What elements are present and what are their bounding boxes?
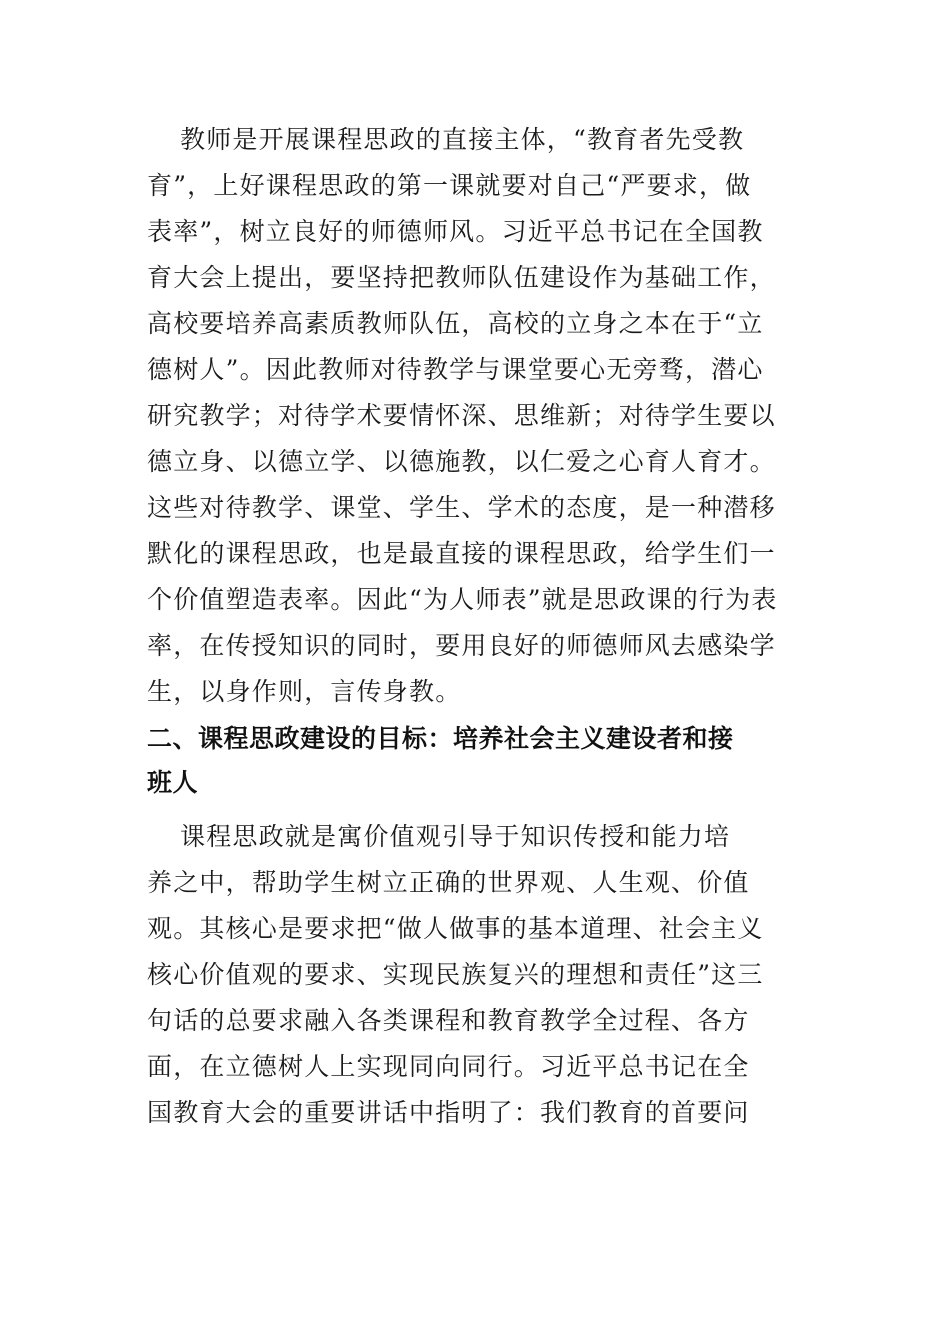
paragraph-line: 德树人”。因此教师对待教学与课堂要心无旁骛，潜心 [147, 355, 764, 384]
paragraph-line: 养之中，帮助学生树立正确的世界观、人生观、价值 [147, 868, 750, 897]
paragraph-course-goal [147, 814, 815, 1136]
paragraph-line: 国教育大会的重要讲话中指明了：我们教育的首要问 [147, 1098, 750, 1127]
section-heading [147, 717, 815, 805]
paragraph-line: 句话的总要求融入各类课程和教育教学全过程、各方 [147, 1006, 750, 1035]
paragraph-line: 面，在立德树人上实现同向同行。习近平总书记在全 [147, 1052, 750, 1081]
paragraph-line: 默化的课程思政，也是最直接的课程思政，给学生们一 [147, 539, 776, 568]
paragraph-line: 核心价值观的要求、实现民族复兴的理想和责任”这三 [147, 960, 764, 989]
heading-line: 班人 [147, 768, 199, 797]
paragraph-line: 生，以身作则，言传身教。 [147, 677, 462, 706]
paragraph-line: 表率”，树立良好的师德师风。习近平总书记在全国教 [147, 217, 764, 246]
paragraph-teacher-role [147, 117, 815, 715]
paragraph-line: 率，在传授知识的同时，要用良好的师德师风去感染学 [147, 631, 776, 660]
paragraph-line: 高校要培养高素质教师队伍，高校的立身之本在于“立 [147, 309, 764, 338]
paragraph-line: 育大会上提出，要坚持把教师队伍建设作为基础工作， [147, 263, 776, 292]
paragraph-line: 个价值塑造表率。因此“为人师表”就是思政课的行为表 [147, 585, 778, 614]
paragraph-line: 研究教学；对待学术要情怀深、思维新；对待学生要以 [147, 401, 776, 430]
paragraph-line: 观。其核心是要求把“做人做事的基本道理、社会主义 [147, 914, 764, 943]
heading-line: 二、课程思政建设的目标：培养社会主义建设者和接 [147, 724, 734, 753]
paragraph-line: 育”，上好课程思政的第一课就要对自己“严要求，做 [147, 171, 752, 200]
paragraph-line: 课程思政就是寓价值观引导于知识传授和能力培 [180, 822, 731, 851]
paragraph-line: 这些对待教学、课堂、学生、学术的态度，是一种潜移 [147, 493, 776, 522]
paragraph-line: 教师是开展课程思政的直接主体，“教育者先受教 [180, 125, 745, 154]
paragraph-line: 德立身、以德立学、以德施教，以仁爱之心育人育才。 [147, 447, 776, 476]
